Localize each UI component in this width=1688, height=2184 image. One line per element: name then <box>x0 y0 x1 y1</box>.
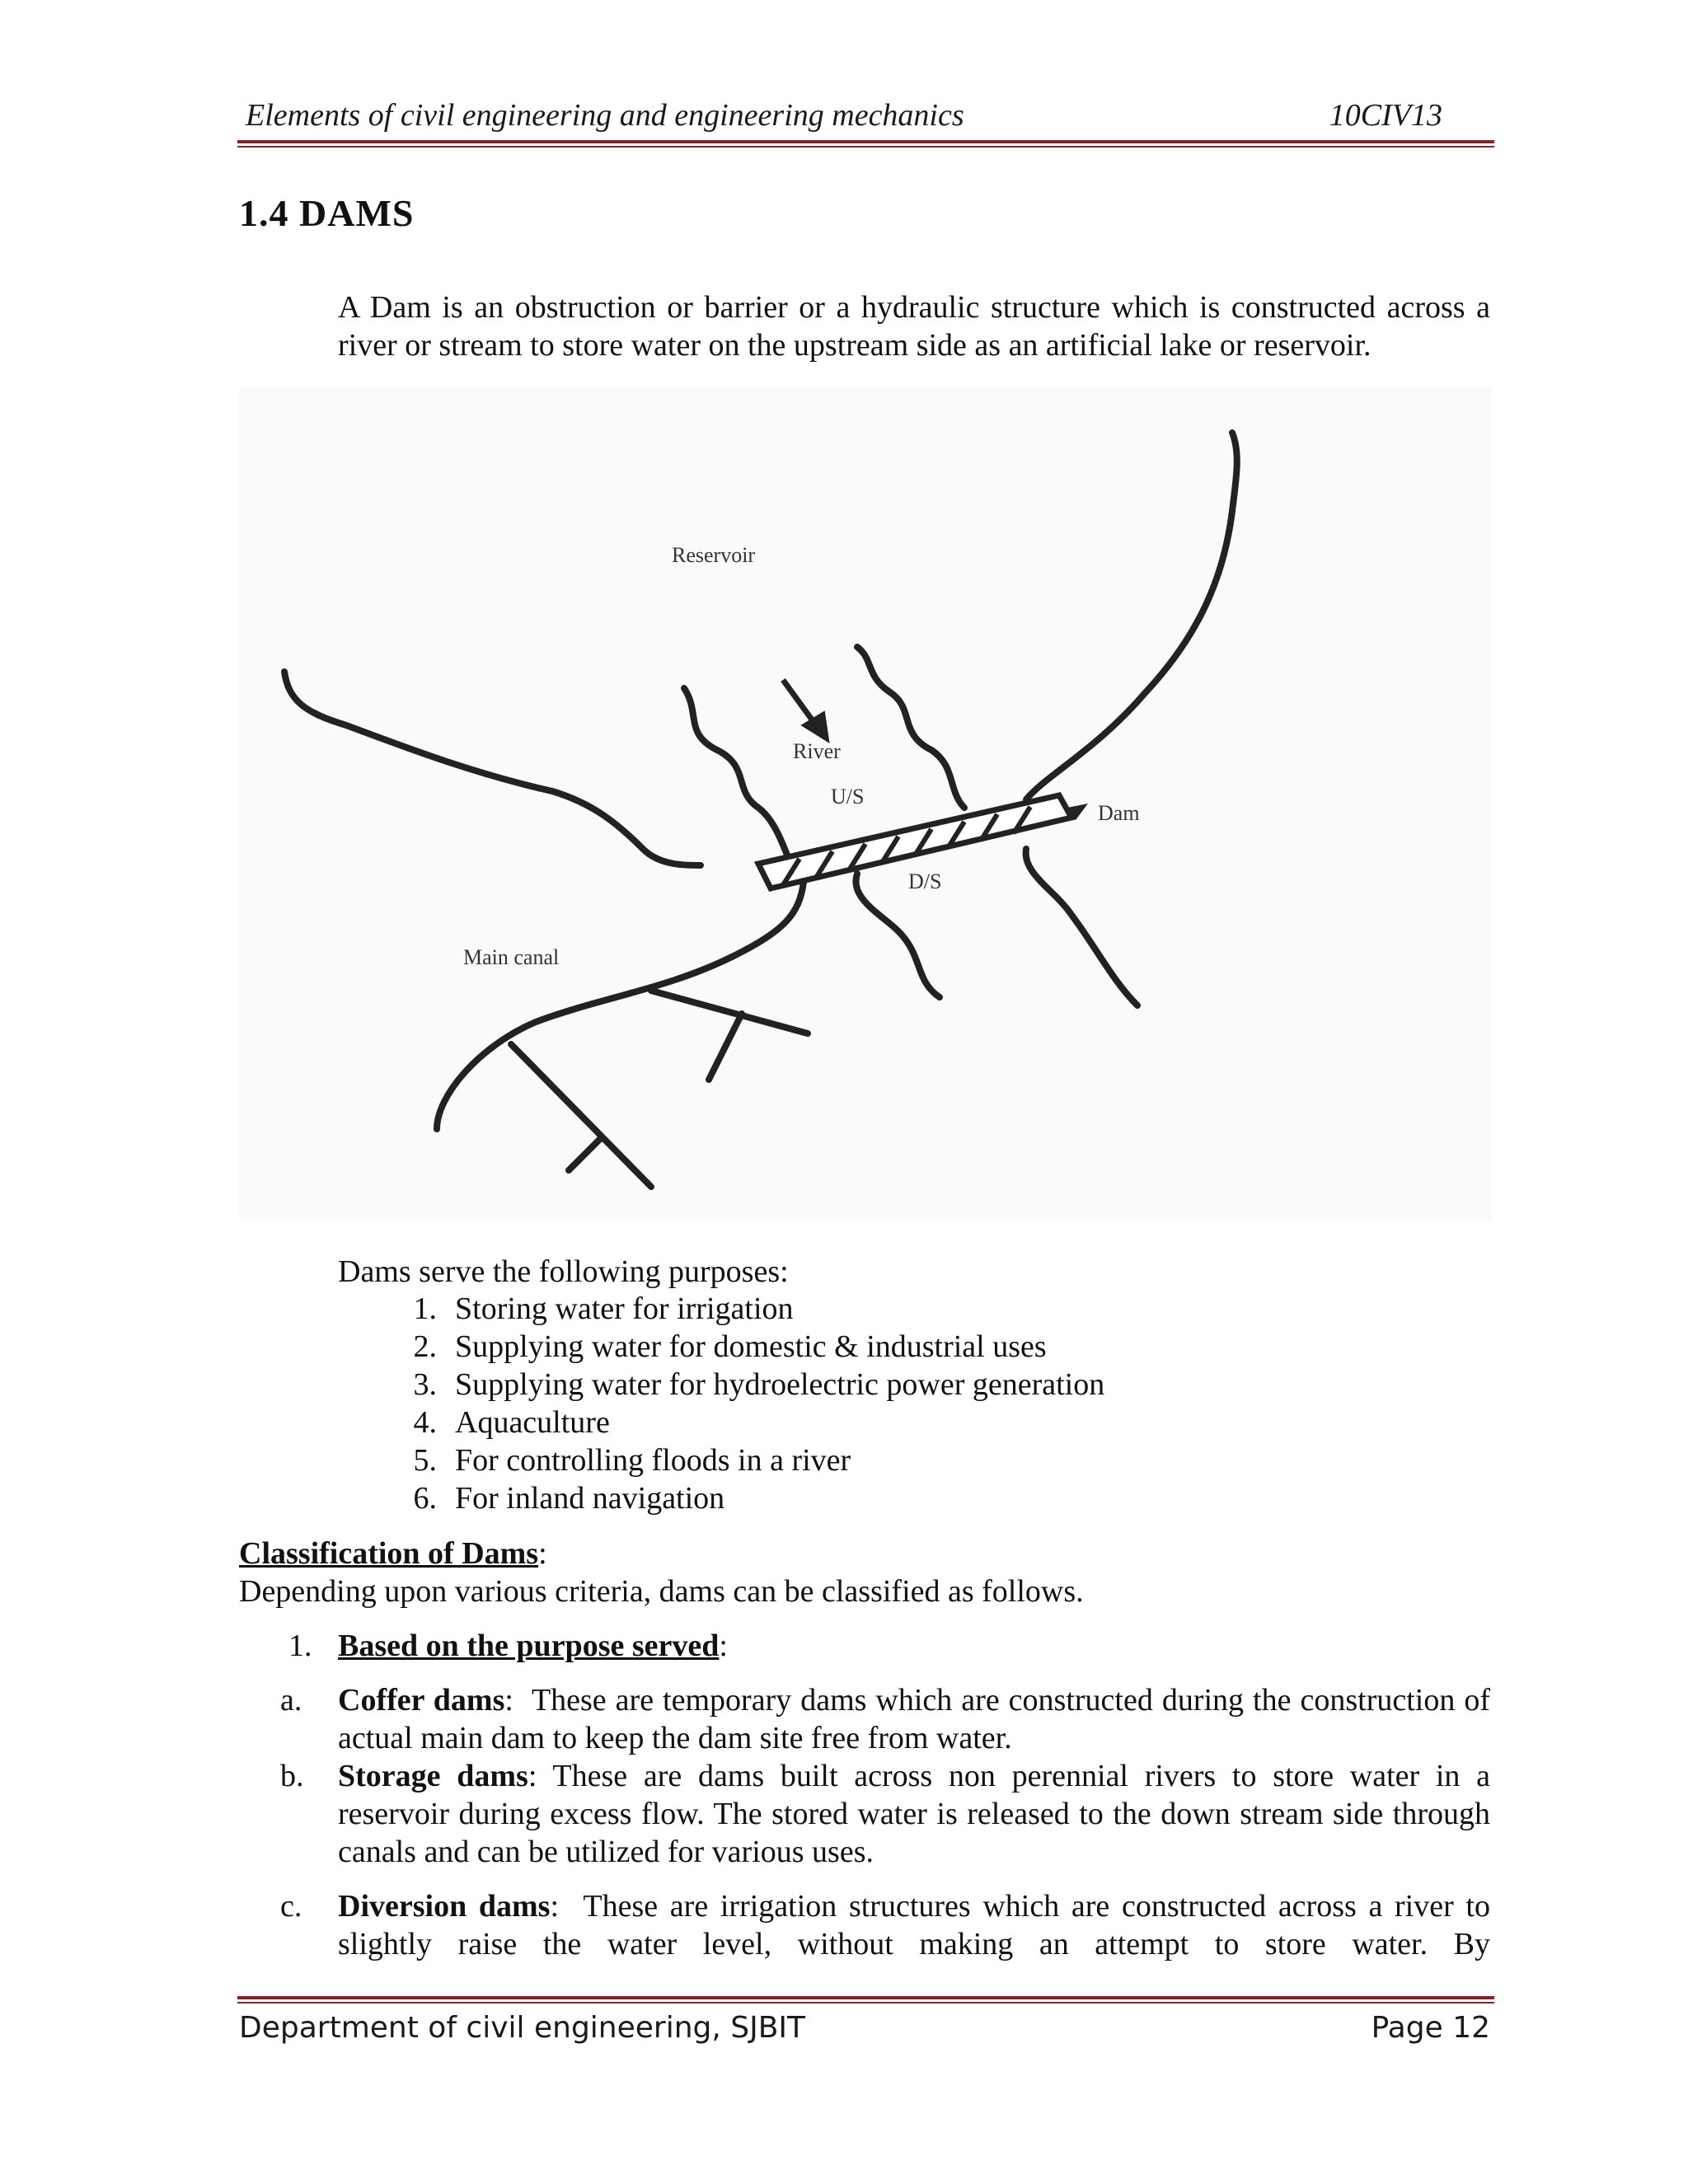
intro-paragraph: A Dam is an obstruction or barrier or a hydraulic structure which is constructed across a river or stream to store water on the upstream side as an artificial lake or reservoir. <box>338 290 1490 363</box>
footer-rule-thin <box>237 2002 1494 2004</box>
classification-heading: Classification of Dams: <box>239 1536 547 1571</box>
header-rule <box>237 140 1494 143</box>
list-item: 6. For inland navigation <box>413 1481 725 1516</box>
type-diversion-dams: Diversion dams: These are irrigation structures which are constructed across a river to slightly raise the water level, without making an attempt to store water. By <box>338 1889 1490 1961</box>
downstream-label: D/S <box>908 869 942 893</box>
list-item: 2. Supplying water for domestic & industrial uses <box>413 1329 1047 1364</box>
footer-department: Department of civil engineering, SJBIT <box>239 2011 806 2045</box>
footer-page-number: Page 12 <box>1371 2011 1490 2045</box>
list-item: 3. Supplying water for hydroelectric power generation <box>413 1367 1105 1402</box>
river-label: River <box>793 739 841 763</box>
type-coffer-dams: Coffer dams: These are temporary dams which are constructed during the construction of actual main dam to keep the dam site free from water. <box>338 1683 1490 1755</box>
canal-branch-1-stub <box>709 1014 742 1080</box>
type-marker: a. <box>280 1683 302 1718</box>
group-number: 1. <box>288 1629 312 1663</box>
main-canal-line <box>437 882 804 1129</box>
list-item: 4. Aquaculture <box>413 1405 610 1440</box>
river-line-2 <box>857 647 964 808</box>
group-title: Based on the purpose served: <box>338 1629 728 1663</box>
downstream-line-2 <box>1026 849 1137 1005</box>
upstream-label: U/S <box>831 785 865 808</box>
header-title: Elements of civil engineering and engineering mechanics <box>246 98 964 133</box>
footer-rule <box>237 1996 1494 1999</box>
classification-lead: Depending upon various criteria, dams can be classified as follows. <box>239 1574 1084 1609</box>
purposes-lead: Dams serve the following purposes: <box>338 1254 789 1289</box>
header-course-code: 10CIV13 <box>1329 98 1442 133</box>
dam-diagram <box>239 387 1492 1220</box>
canal-branch-1 <box>651 991 808 1033</box>
dam-label: Dam <box>1098 801 1140 825</box>
river-line-1 <box>684 688 791 865</box>
type-storage-dams: Storage dams: These are dams built across non perennial rivers to store water in a reservoir during excess flow. The stored water is released to the down stream side through canals and can be utilized for various uses. <box>338 1759 1491 1869</box>
dam-diagram-svg <box>239 387 1492 1220</box>
reservoir-label: Reservoir <box>672 543 756 567</box>
canal-branch-2 <box>511 1044 651 1187</box>
main-canal-label: Main canal <box>463 945 560 969</box>
header-rule-thin <box>237 146 1494 148</box>
type-marker: b. <box>280 1759 304 1793</box>
right-bank-line <box>1026 433 1237 799</box>
purposes-list <box>387 1290 1104 1517</box>
list-item: 5. For controlling floods in a river <box>413 1443 851 1478</box>
left-bank-line <box>284 672 701 865</box>
section-title: 1.4 DAMS <box>239 192 415 234</box>
type-marker: c. <box>280 1889 302 1924</box>
flow-arrow-shaft <box>783 680 816 725</box>
list-item: 1. Storing water for irrigation <box>413 1291 794 1326</box>
canal-branch-2-stub <box>569 1137 602 1170</box>
